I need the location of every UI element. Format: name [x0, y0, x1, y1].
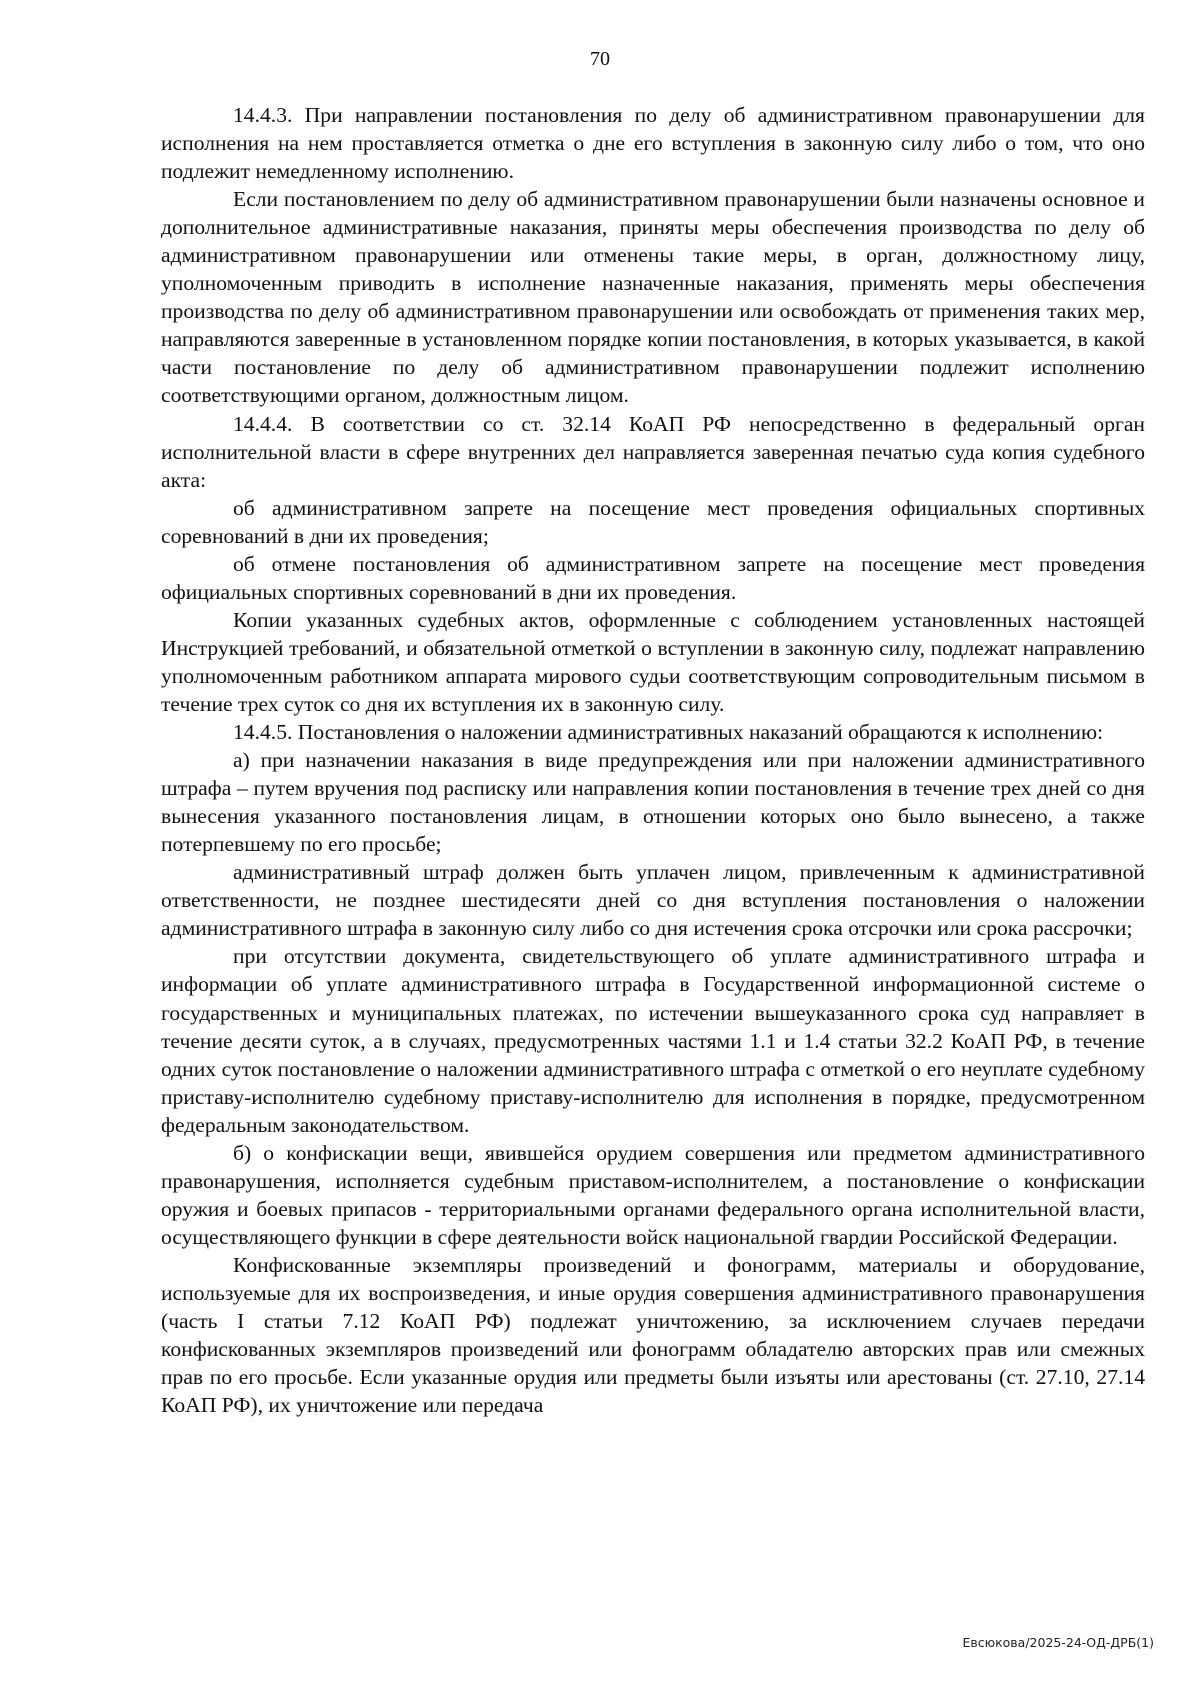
paragraph-copies-of-acts: Копии указанных судебных актов, оформленные с соблюдением установленных настоящей Инструкцией требований, и обязательной отметкой о вступлении в законную силу, подлежат направлению уполномоченным работником аппарата мирового судьи соответствующим сопроводительным письмом в течение трех суток со дня их вступления их в законную силу. [161, 607, 1145, 716]
paragraph-confiscated-copies: Конфискованные экземпляры произведений и фонограмм, материалы и оборудование, используемые для их воспроизведения, и иные орудия совершения административного правонарушения (часть I статьи 7.12 КоАП РФ) подлежат уничтожению, за исключением случаев передачи конфискованных экземпляров произведений или фонограмм обладателю авторских прав или смежных прав по его просьбе. Если указанные орудия или предметы были изъяты или арестованы (ст. 27.10, 27.14 КоАП РФ), их уничтожение или передача [161, 1252, 1145, 1418]
page-number: 70 [590, 48, 610, 70]
paragraph-14-4-3: 14.4.3. При направлении постановления по делу об административном правонарушении для исполнения на нем проставляется отметка о дне его вступления в законную силу либо о том, что оно подлежит немедленному исполнению. [161, 103, 1145, 184]
paragraph-item-a: а) при назначении наказания в виде предупреждения или при наложении административного штрафа – путем вручения под расписку или направления копии постановления в течение трех дней со дня вынесения указанного постановления лицам, в отношении которых оно было вынесено, а также потерпевшему по его просьбе; [161, 748, 1145, 857]
paragraph-fine-payment-term: административный штраф должен быть уплачен лицом, привлеченным к административной ответственности, не позднее шестидесяти дней со дня вступления постановления о наложении административного штрафа в законную силу либо со дня истечения срока отсрочки или срока рассрочки; [161, 860, 1145, 941]
paragraph-nonpayment: при отсутствии документа, свидетельствующего об уплате административного штрафа и информации об уплате административного штрафа в Государственной информационной системе о государственных и муниципальных платежах, по истечении вышеуказанного срока суд направляет в течение десяти суток, а в случаях, предусмотренных частями 1.1 и 1.4 статьи 32.2 КоАП РФ, в течение одних суток постановление о наложении административного штрафа с отметкой о его неуплате судебному приставу-исполнителю судебному приставу-исполнителю для исполнения в порядке, предусмотренном федеральным законодательством. [161, 944, 1145, 1137]
paragraph-item-b: б) о конфискации вещи, явившейся орудием совершения или предметом административного правонарушения, исполняется судебным приставом-исполнителем, а постановление о конфискации оружия и боевых припасов - территориальными органами федерального органа исполнительной власти, осуществляющего функции в сфере деятельности войск национальной гвардии Российской Федерации. [161, 1140, 1145, 1249]
paragraph-ban-on-attendance: об административном запрете на посещение мест проведения официальных спортивных соревнований в дни их проведения; [161, 495, 1145, 548]
paragraph-14-4-5: 14.4.5. Постановления о наложении административных наказаний обращаются к исполнению: [233, 720, 1104, 745]
paragraph-ban-cancellation: об отмене постановления об административном запрете на посещение мест проведения официальных спортивных соревнований в дни их проведения. [161, 551, 1145, 604]
document-body [161, 101, 1145, 1419]
paragraph-14-4-4: 14.4.4. В соответствии со ст. 32.14 КоАП РФ непосредственно в федеральный орган исполнительной власти в сфере внутренних дел направляется заверенная печатью суда копия судебного акта: [161, 411, 1145, 492]
document-footer-code: Евсюкова/2025-24-ОД-ДРБ(1) [962, 1635, 1154, 1650]
paragraph-combined-penalties: Если постановлением по делу об административном правонарушении были назначены основное и дополнительное административные наказания, приняты меры обеспечения производства по делу об административном правонарушении или отменены такие меры, в орган, должностному лицу, уполномоченным приводить в исполнение назначенные наказания, применять меры обеспечения производства по делу об административном правонарушении или освобождать от применения таких мер, направляются заверенные в установленном порядке копии постановления, в которых указывается, в какой части постановление по делу об административном правонарушении подлежит исполнению соответствующими органом, должностным лицом. [161, 187, 1145, 408]
